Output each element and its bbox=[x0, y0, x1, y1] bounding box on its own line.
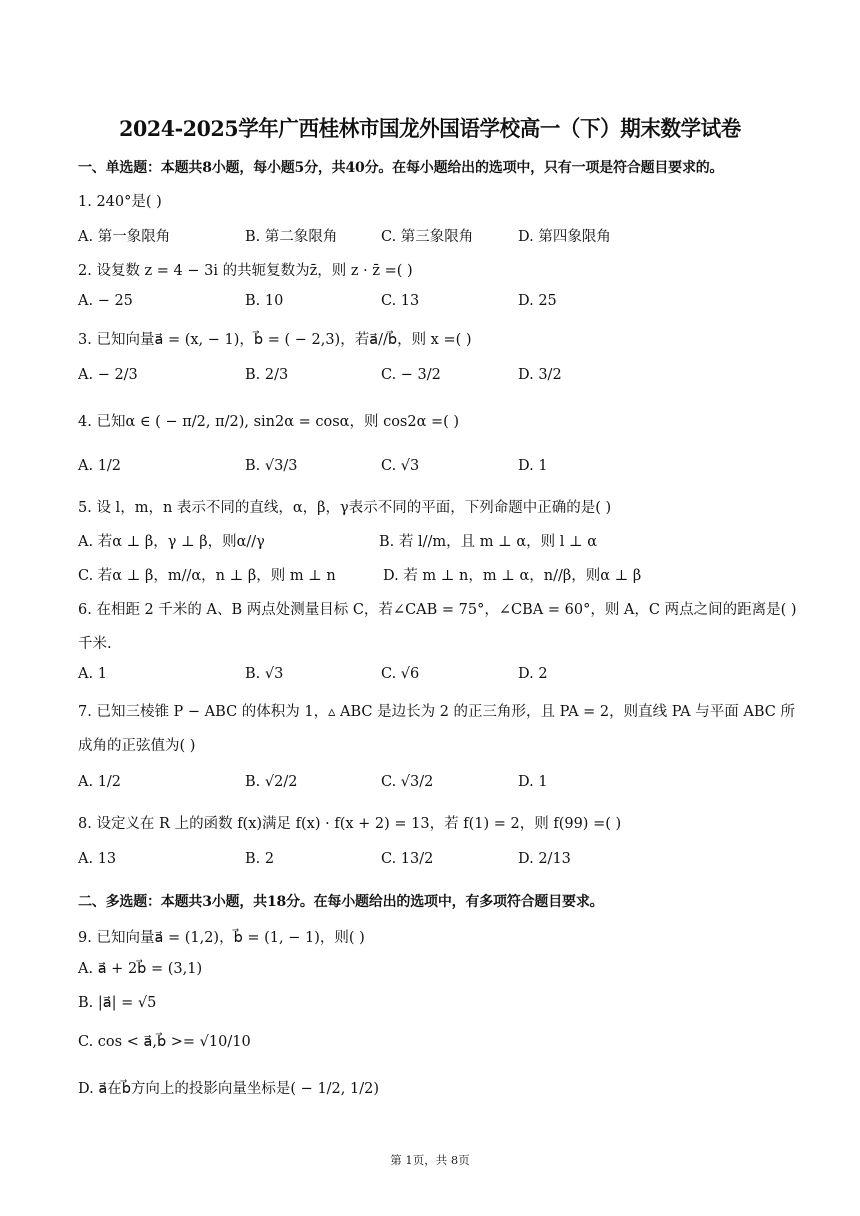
question-5-option-d: D. 若 m ⊥ n，m ⊥ α，n//β，则α ⊥ β bbox=[383, 568, 642, 584]
question-6-stem: 6. 在相距 2 千米的 A、B 两点处测量目标 C，若∠CAB = 75°，∠CBA = 60°，则 A，C 两点之间的距离是( ) bbox=[78, 602, 797, 618]
question-6-option-c: C. √6 bbox=[381, 666, 420, 682]
question-8-option-d: D. 2/13 bbox=[518, 851, 571, 867]
question-6-option-a: A. 1 bbox=[78, 666, 107, 682]
question-7-option-a: A. 1/2 bbox=[78, 774, 122, 790]
question-1-option-d: D. 第四象限角 bbox=[518, 229, 611, 245]
question-9-option-a: A. a⃗ + 2b⃗ = (3,1) bbox=[78, 961, 203, 977]
question-2-option-d: D. 25 bbox=[518, 293, 557, 309]
question-4-option-d: D. 1 bbox=[518, 458, 548, 474]
page-title: 2024-2025学年广西桂林市国龙外国语学校高一（下）期末数学试卷 bbox=[119, 117, 741, 142]
question-2-option-a: A. − 25 bbox=[78, 293, 133, 309]
section-heading-multiple-choice: 二、多选题：本题共3小题，共18分。在每小题给出的选项中，有多项符合题目要求。 bbox=[78, 894, 604, 910]
question-7-stem: 7. 已知三棱锥 P − ABC 的体积为 1，▵ ABC 是边长为 2 的正三角形，且 PA = 2，则直线 PA 与平面 ABC 所 bbox=[78, 704, 795, 720]
question-7-stem-continued: 成角的正弦值为( ) bbox=[78, 738, 196, 754]
question-3-option-a: A. − 2/3 bbox=[78, 367, 138, 383]
question-4-option-c: C. √3 bbox=[381, 458, 420, 474]
question-4-stem: 4. 已知α ∈ ( − π/2, π/2), sin2α = cosα，则 cos2α =( ) bbox=[78, 414, 460, 430]
question-3-option-d: D. 3/2 bbox=[518, 367, 562, 383]
question-9-stem: 9. 已知向量a⃗ = (1,2)，b⃗ = (1, − 1)，则( ) bbox=[78, 930, 365, 946]
question-1-option-b: B. 第二象限角 bbox=[245, 229, 338, 245]
question-7-option-c: C. √3/2 bbox=[381, 774, 434, 790]
question-1-option-a: A. 第一象限角 bbox=[78, 229, 171, 245]
question-3-option-c: C. − 3/2 bbox=[381, 367, 441, 383]
question-5-option-a: A. 若α ⊥ β，γ ⊥ β，则α//γ bbox=[78, 534, 265, 550]
question-4-option-b: B. √3/3 bbox=[245, 458, 298, 474]
question-9-option-b: B. |a⃗| = √5 bbox=[78, 995, 157, 1011]
question-2-option-c: C. 13 bbox=[381, 293, 420, 309]
question-1-option-c: C. 第三象限角 bbox=[381, 229, 474, 245]
question-2-stem: 2. 设复数 z = 4 − 3i 的共轭复数为z̄，则 z · z̄ =( ) bbox=[78, 263, 413, 279]
question-6-option-d: D. 2 bbox=[518, 666, 548, 682]
question-9-option-d: D. a⃗在b⃗方向上的投影向量坐标是( − 1/2, 1/2) bbox=[78, 1081, 379, 1097]
question-4-option-a: A. 1/2 bbox=[78, 458, 122, 474]
question-8-option-c: C. 13/2 bbox=[381, 851, 434, 867]
question-5-option-b: B. 若 l//m，且 m ⊥ α，则 l ⊥ α bbox=[379, 534, 598, 550]
question-6-stem-continued: 千米. bbox=[78, 636, 112, 652]
question-9-option-c: C. cos < a⃗,b⃗ >= √10/10 bbox=[78, 1034, 251, 1050]
question-5-option-c: C. 若α ⊥ β，m//α，n ⊥ β，则 m ⊥ n bbox=[78, 568, 336, 584]
question-7-option-d: D. 1 bbox=[518, 774, 548, 790]
question-8-option-a: A. 13 bbox=[78, 851, 117, 867]
question-1-stem: 1. 240°是( ) bbox=[78, 194, 162, 210]
question-5-stem: 5. 设 l，m，n 表示不同的直线，α，β，γ表示不同的平面，下列命题中正确的是( ) bbox=[78, 500, 612, 516]
question-3-stem: 3. 已知向量a⃗ = (x, − 1)，b⃗ = ( − 2,3)，若a⃗//b⃗，则 x =( ) bbox=[78, 332, 472, 348]
question-7-option-b: B. √2/2 bbox=[245, 774, 298, 790]
question-3-option-b: B. 2/3 bbox=[245, 367, 289, 383]
question-8-stem: 8. 设定义在 R 上的函数 f(x)满足 f(x) · f(x + 2) = 13，若 f(1) = 2，则 f(99) =( ) bbox=[78, 816, 622, 832]
question-8-option-b: B. 2 bbox=[245, 851, 275, 867]
question-2-option-b: B. 10 bbox=[245, 293, 284, 309]
page-footer: 第 1页，共 8页 bbox=[390, 1153, 470, 1167]
section-heading-single-choice: 一、单选题：本题共8小题，每小题5分，共40分。在每小题给出的选项中，只有一项是符合题目要求的。 bbox=[78, 160, 724, 176]
question-6-option-b: B. √3 bbox=[245, 666, 284, 682]
